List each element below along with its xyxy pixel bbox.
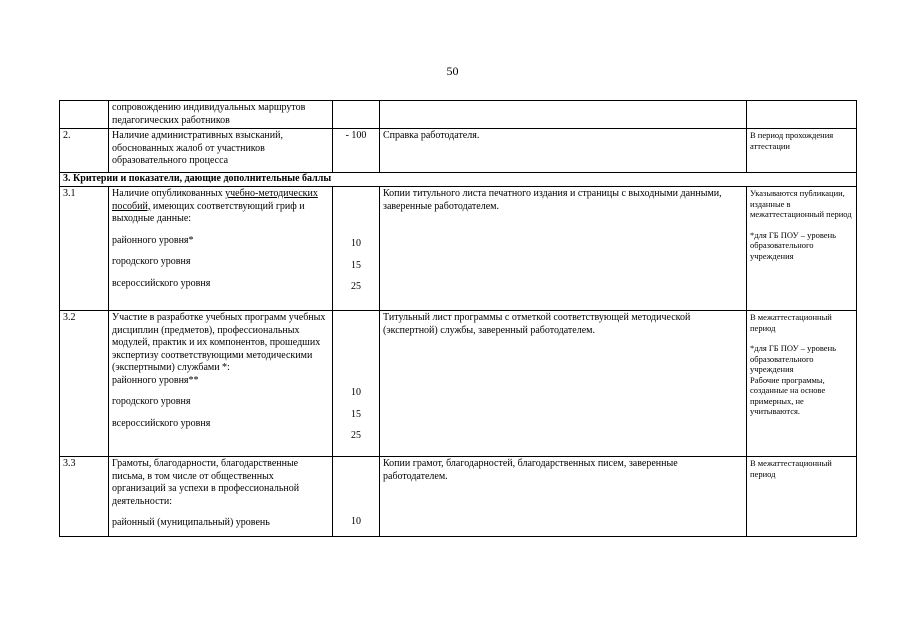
table-row — [60, 457, 857, 537]
table-row — [60, 101, 857, 129]
section-header-row — [60, 173, 857, 187]
document-cell: Титульный лист программы с отметкой соответствующей методической (экспертной) службы, заверенный работодателем. — [380, 311, 747, 457]
indicator-cell — [109, 311, 333, 457]
underlined-term: учебно-методических пособий, — [112, 188, 318, 212]
row-number-cell — [60, 101, 109, 129]
level-label: всероссийского уровня — [112, 417, 211, 429]
level-score: 10 — [351, 238, 361, 249]
level-label: районного уровня** — [112, 374, 199, 386]
indicator-text: Грамоты, благодарности, благодарственные письма, в том числе от общественных организаций за успехи в профессиональной деятельности: — [112, 458, 300, 507]
note-cell — [747, 101, 857, 129]
note-cell: В период прохождения аттестации — [747, 129, 857, 173]
note-cell: В межаттестационный период *для ГБ ПОУ – уровень образовательного учреждения Рабочие программы, созданные на основе примерных, не учитываются. — [747, 311, 857, 457]
criteria-table — [59, 100, 857, 537]
note-cell: В межаттестационный период — [747, 457, 857, 537]
row-number-cell: 2. — [60, 129, 109, 173]
document-cell — [380, 101, 747, 129]
level-score: 25 — [351, 430, 361, 441]
level-score: 15 — [351, 259, 361, 271]
document-cell: Копии грамот, благодарностей, благодарственных писем, заверенные работодателем. — [380, 457, 747, 537]
document-cell: Копии титульного листа печатного издания и страницы с выходными данными, заверенные работодателем. — [380, 187, 747, 311]
level-score: 10 — [351, 516, 361, 527]
indicator-cell — [109, 187, 333, 311]
level-label: районный (муниципальный) уровень — [112, 517, 270, 528]
indicator-cell — [109, 457, 333, 537]
indicator-cell: сопровождению индивидуальных маршрутов педагогических работников — [109, 101, 333, 129]
level-score: 10 — [351, 387, 361, 398]
level-score: 25 — [351, 281, 361, 292]
level-label: городского уровня — [112, 396, 191, 407]
level-label: всероссийского уровня — [112, 277, 211, 289]
section-title: 3. Критерии и показатели, дающие дополнительные баллы — [60, 173, 857, 187]
score-cell: - 100 — [333, 129, 380, 173]
score-cell — [333, 457, 380, 537]
score-cell — [333, 101, 380, 129]
document-cell: Справка работодателя. — [380, 129, 747, 173]
indicator-text: Наличие опубликованных учебно-методических пособий, имеющих соответствующий гриф и выходные данные: — [112, 188, 318, 224]
level-label: районного уровня* — [112, 234, 194, 246]
table-row — [60, 129, 857, 173]
page-number: 50 — [446, 64, 459, 78]
score-cell — [333, 187, 380, 311]
row-number-cell: 3.1 — [60, 187, 109, 311]
table-row — [60, 311, 857, 457]
table-row — [60, 187, 857, 311]
indicator-text: Участие в разработке учебных программ учебных дисциплин (предметов), профессиональных модулей, практик и их компонентов, прошедших экспертизу соответствующими методическими (экспертными) службами *: — [112, 312, 326, 373]
score-cell — [333, 311, 380, 457]
row-number-cell: 3.2 — [60, 311, 109, 457]
note-cell: Указываются публикации, изданные в межаттестационный период *для ГБ ПОУ – уровень образовательного учреждения — [747, 187, 857, 311]
level-score: 15 — [351, 408, 361, 420]
row-number-cell: 3.3 — [60, 457, 109, 537]
level-label: городского уровня — [112, 256, 191, 267]
indicator-cell: Наличие административных взысканий, обоснованных жалоб от участников образовательного процесса — [109, 129, 333, 173]
